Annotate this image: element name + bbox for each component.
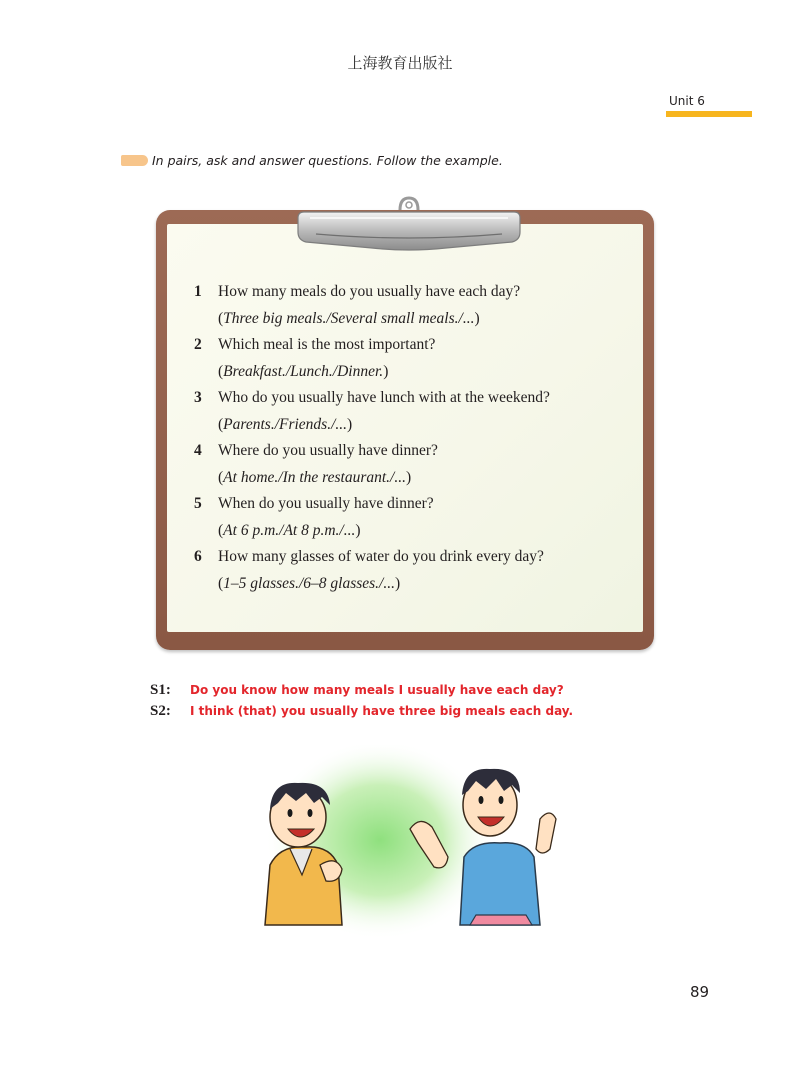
instruction-text: In pairs, ask and answer questions. Follow the example. [152, 153, 503, 168]
speaker-label: S1: [150, 682, 171, 698]
question-number: 2 [194, 336, 202, 353]
answer-options: (Three big meals./Several small meals./...) [218, 310, 480, 327]
answer-options: (1–5 glasses./6–8 glasses./...) [218, 575, 401, 592]
unit-accent-bar [666, 111, 752, 117]
answer-text: Breakfast./Lunch./Dinner. [223, 363, 384, 380]
question-text: Which meal is the most important? [218, 336, 436, 353]
dialogue-text: I think (that) you usually have three big meals each day. [190, 704, 574, 718]
question-text: Where do you usually have dinner? [218, 442, 438, 459]
question-item [190, 544, 620, 597]
dialogue-line [150, 701, 573, 722]
speaker-label: S2: [150, 703, 171, 719]
question-list [190, 279, 620, 597]
answer-text: Three big meals./Several small meals./... [223, 310, 475, 327]
answer-text: 1–5 glasses./6–8 glasses./... [223, 575, 395, 592]
dialogue-text: Do you know how many meals I usually have each day? [190, 683, 564, 697]
question-item [190, 332, 620, 385]
unit-tag [666, 94, 752, 117]
answer-options: (Parents./Friends./...) [218, 416, 353, 433]
dialogue-line [150, 680, 573, 701]
question-text: How many meals do you usually have each day? [218, 283, 521, 300]
unit-label: Unit 6 [669, 94, 705, 108]
publisher-header: 上海教育出版社 [347, 54, 453, 72]
question-number: 3 [194, 389, 202, 406]
clipboard-clip-icon [296, 196, 522, 252]
question-number: 6 [194, 548, 202, 565]
answer-options: (At home./In the restaurant./...) [218, 469, 412, 486]
question-item [190, 438, 620, 491]
question-number: 5 [194, 495, 202, 512]
question-item [190, 279, 620, 332]
page-number: 89 [690, 983, 710, 1001]
question-text: Who do you usually have lunch with at the weekend? [218, 389, 550, 406]
question-text: How many glasses of water do you drink every day? [218, 548, 544, 565]
answer-options: (Breakfast./Lunch./Dinner.) [218, 363, 389, 380]
instruction-tab-icon [121, 155, 148, 166]
question-item [190, 491, 620, 544]
answer-options: (At 6 p.m./At 8 p.m./...) [218, 522, 361, 539]
question-number: 4 [194, 442, 202, 459]
question-item [190, 385, 620, 438]
answer-text: Parents./Friends./... [223, 416, 348, 433]
exercise-instruction [121, 153, 503, 168]
answer-text: At 6 p.m./At 8 p.m./... [223, 522, 356, 539]
example-dialogue [150, 680, 573, 722]
question-text: When do you usually have dinner? [218, 495, 434, 512]
answer-text: At home./In the restaurant./... [223, 469, 406, 486]
two-boys-illustration [250, 745, 570, 945]
question-number: 1 [194, 283, 202, 300]
